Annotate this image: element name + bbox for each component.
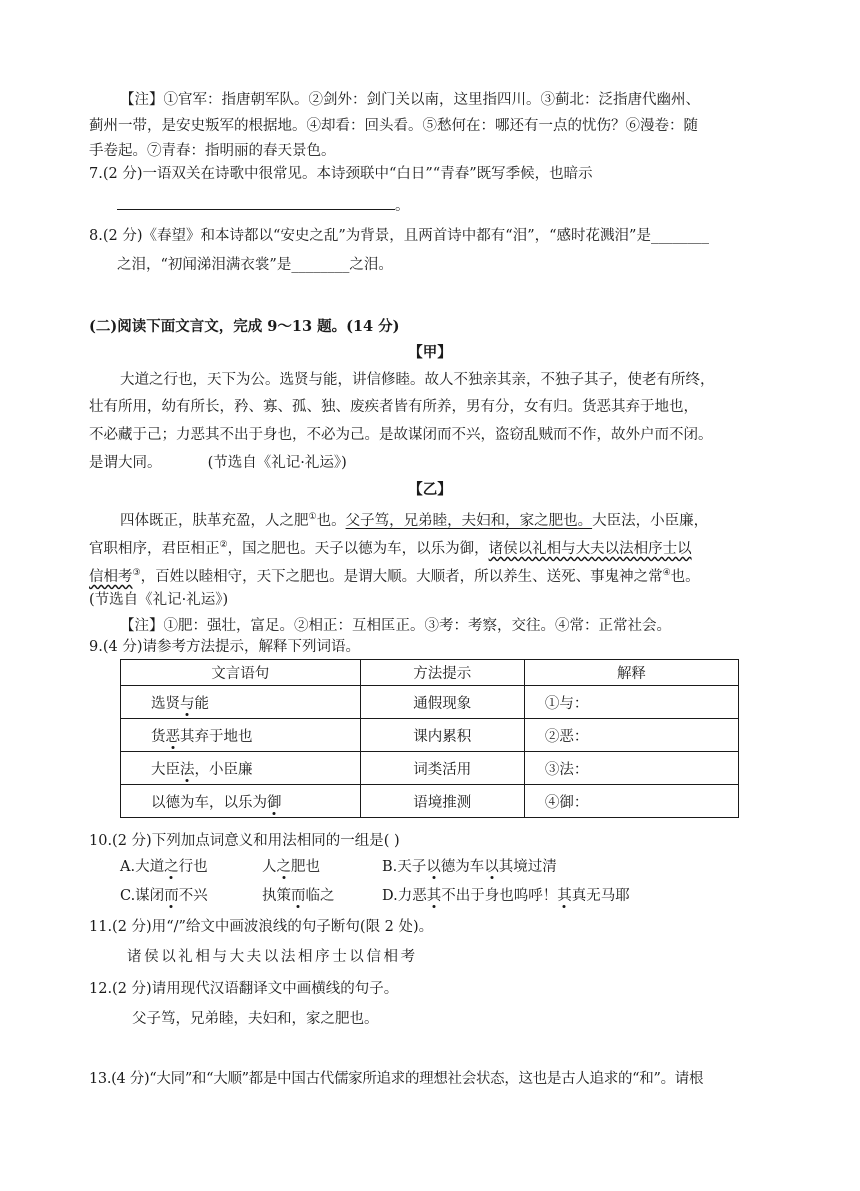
question-10: 10.(2 分)下列加点词意义和用法相同的一组是( ) bbox=[89, 833, 400, 849]
question-7-tail: 。 bbox=[395, 198, 410, 214]
passage-jia-label: 【甲】 bbox=[408, 344, 452, 361]
option-b[interactable]: B.天子以德为车以其境过清 bbox=[382, 859, 557, 875]
poem-note-line-1: 【注】①官军：指唐朝军队。②剑外：剑门关以南，这里指四川。③蓟北：泛指唐代幽州、 bbox=[120, 92, 700, 108]
option-c-1[interactable]: C.谋闭而不兴 bbox=[120, 888, 208, 904]
question-11-sentence: 诸侯以礼相与大夫以法相序士以信相考 bbox=[127, 949, 418, 965]
answer-cell[interactable]: ④御： bbox=[524, 785, 738, 818]
table-header-row bbox=[121, 660, 739, 686]
question-9: 9.(4 分)请参考方法提示，解释下列词语。 bbox=[89, 639, 360, 655]
answer-cell[interactable]: ②恶： bbox=[524, 719, 738, 752]
sentence-cell: 大臣法，小臣廉 bbox=[121, 752, 361, 785]
passage-yi-line-3: 信相考③，百姓以睦相守，天下之肥也。是谓大顺。大顺者，所以养生、送死、事鬼神之常④也。 bbox=[89, 568, 700, 585]
method-cell: 课内累积 bbox=[360, 719, 524, 752]
question-11: 11.(2 分)用“/”给文中画波浪线的句子断句(限 2 处)。 bbox=[89, 919, 434, 935]
method-cell: 通假现象 bbox=[360, 686, 524, 719]
question-13: 13.(4 分)“大同”和“大顺”都是中国古代儒家所追求的理想社会状态，这也是古人追求的“和”。请根 bbox=[89, 1071, 704, 1087]
question-7-answer-line bbox=[117, 195, 410, 216]
passage-yi-line-1: 四体既正，肤革充盈，人之肥①也。父子笃，兄弟睦，夫妇和，家之肥也。大臣法，小臣廉， bbox=[120, 512, 709, 529]
table-header-cell: 解释 bbox=[524, 660, 738, 686]
passage-jia-line-4: 是谓大同。 (节选自《礼记·礼运》) bbox=[89, 455, 347, 471]
question-12-sentence: 父子笃，兄弟睦，夫妇和，家之肥也。 bbox=[132, 1011, 379, 1027]
option-c-2: 执策而临之 bbox=[262, 888, 335, 904]
option-a-1[interactable]: A.大道之行也 bbox=[120, 859, 208, 875]
sentence-cell: 选贤与能 bbox=[121, 686, 361, 719]
passage-note: 【注】①肥：强壮，富足。②相正：互相匡正。③考：考察，交往。④常：正常社会。 bbox=[120, 618, 671, 634]
passage-jia-line-2: 壮有所用，幼有所长，矜、寡、孤、独、废疾者皆有所养，男有分，女有归。货恶其弃于地也， bbox=[89, 399, 698, 415]
passage-yi-line-4: (节选自《礼记·礼运》) bbox=[89, 592, 229, 608]
vocabulary-table bbox=[120, 659, 739, 818]
question-8-line-1: 8.(2 分)《春望》和本诗都以“安史之乱”为背景，且两首诗中都有“泪”，“感时花溅泪”是________ bbox=[89, 228, 709, 244]
section-2-heading: (二)阅读下面文言文，完成 9～13 题。(14 分) bbox=[89, 318, 400, 335]
table-row bbox=[121, 785, 739, 818]
question-7: 7.(2 分)一语双关在诗歌中很常见。本诗颈联中“白日”“青春”既写季候，也暗示 bbox=[89, 166, 593, 182]
table-row bbox=[121, 719, 739, 752]
method-cell: 语境推测 bbox=[360, 785, 524, 818]
passage-jia-line-1: 大道之行也，天下为公。选贤与能，讲信修睦。故人不独亲其亲，不独子其子，使老有所终， bbox=[120, 372, 715, 388]
passage-yi-label: 【乙】 bbox=[408, 481, 452, 498]
question-12: 12.(2 分)请用现代汉语翻译文中画横线的句子。 bbox=[89, 981, 399, 997]
passage-yi-line-2: 官职相序，君臣相正②，国之肥也。天子以德为车，以乐为御，诸侯以礼相与大夫以法相序士以 bbox=[89, 540, 692, 557]
underlined-sentence: 父子笃，兄弟睦，夫妇和，家之肥也。 bbox=[345, 512, 593, 529]
table-header-cell: 文言语句 bbox=[121, 660, 361, 686]
method-cell: 词类活用 bbox=[360, 752, 524, 785]
sentence-cell: 以德为车，以乐为御 bbox=[121, 785, 361, 818]
table-header-cell: 方法提示 bbox=[360, 660, 524, 686]
answer-cell[interactable]: ③法： bbox=[524, 752, 738, 785]
answer-blank[interactable] bbox=[117, 195, 395, 210]
wavy-sentence-part-1: 诸侯以礼相与大夫以法相序士以 bbox=[488, 540, 692, 557]
poem-note-line-2: 蓟州一带，是安史叛军的根据地。④却看：回头看。⑤愁何在：哪还有一点的忧伤？⑥漫卷：随 bbox=[89, 118, 698, 134]
poem-note-line-3: 手卷起。⑦青春：指明丽的春天景色。 bbox=[89, 143, 336, 159]
table-row bbox=[121, 686, 739, 719]
passage-jia-line-3: 不必藏于己；力恶其不出于身也，不必为己。是故谋闭而不兴，盗窃乱贼而不作，故外户而不闭。 bbox=[89, 427, 713, 443]
option-d[interactable]: D.力恶其不出于身也呜呼！其真无马耶 bbox=[382, 888, 630, 904]
sentence-cell: 货恶其弃于地也 bbox=[121, 719, 361, 752]
table-row bbox=[121, 752, 739, 785]
wavy-sentence-part-2: 信相考 bbox=[89, 568, 133, 585]
question-8-line-2: 之泪，“初闻涕泪满衣裳”是________之泪。 bbox=[117, 257, 393, 273]
option-a-2: 人之肥也 bbox=[262, 859, 320, 875]
answer-cell[interactable]: ①与： bbox=[524, 686, 738, 719]
